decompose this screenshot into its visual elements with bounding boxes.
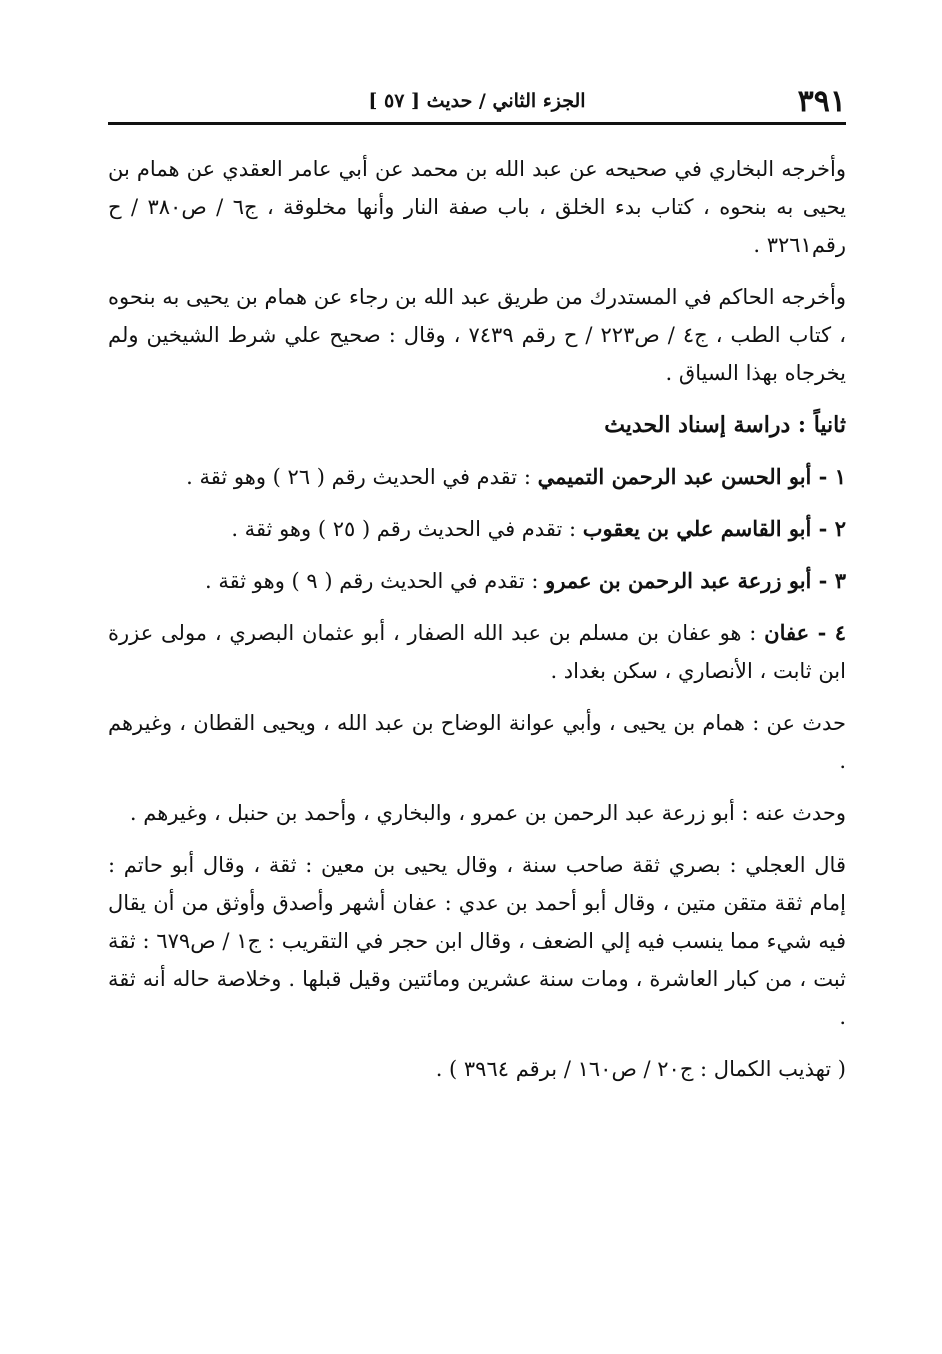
narrator-name: ٣ - أبو زرعة عبد الرحمن بن عمرو: [545, 568, 846, 593]
page-number: ٣٩١: [797, 84, 846, 119]
page-body: [108, 150, 846, 1102]
paragraph-reference: ( تهذيب الكمال : ج٢٠ / ص١٦٠ / برقم ٣٩٦٤ ) .: [435, 1057, 846, 1081]
narrator-name: ٤ - عفان: [764, 620, 847, 645]
paragraph-grading: قال العجلي : بصري ثقة صاحب سنة ، وقال يحيى بن معين : ثقة ، وقال أبو حاتم : إمام ثقة متقن متين ، وقال أبو أحمد بن عدي : عفان أشهر وأصدق وأوثق من أن يقال فيه شيء مما ينسب فيه إلي الضعف ، وقال ابن حجر في التقريب : ج١ / ص٦٧٩ : ثقة ثبت ، من كبار العاشرة ، ومات سنة عشرين ومائتين وقيل قبلها . وخلاصة حاله أنه ثقة .: [108, 853, 846, 1029]
paragraph-narrated-by: وحدث عنه : أبو زرعة عبد الرحمن بن عمرو ، والبخاري ، وأحمد بن حنبل ، وغيرهم .: [129, 801, 846, 825]
header-rule: [108, 122, 846, 125]
paragraph-hakim: وأخرجه الحاكم في المستدرك من طريق عبد الله بن رجاء عن همام بن يحيى به بنحوه ، كتاب الطب ، ج٤ / ص٢٢٣ / ح رقم ٧٤٣٩ ، وقال : صحيح علي شرط الشيخين ولم يخرجاه بهذا السياق .: [108, 285, 846, 385]
running-title: الجزء الثاني / حديث [ ٥٧ ]: [368, 90, 586, 112]
section-heading: ثانياً : دراسة إسناد الحديث: [604, 412, 846, 438]
narrator-text: : تقدم في الحديث رقم ( ٢٦ ) وهو ثقة .: [186, 465, 538, 489]
narrator-item: [108, 510, 846, 548]
narrator-item: [108, 458, 846, 496]
paragraph-bukhari: وأخرجه البخاري في صحيحه عن عبد الله بن محمد عن أبي عامر العقدي عن همام بن يحيى به بنحوه ، كتاب بدء الخلق ، باب صفة النار وأنها مخلوقة ، ج٦ / ص٣٨٠ / ح رقم٣٢٦١ .: [108, 157, 846, 257]
paragraph-narrated-from: حدث عن : همام بن يحيى ، وأبي عوانة الوضاح بن عبد الله ، ويحيى القطان ، وغيرهم .: [108, 711, 846, 773]
narrator-text: : هو عفان بن مسلم بن عبد الله الصفار ، أبو عثمان البصري ، مولى عزرة ابن ثابت ، الأنصاري ، سكن بغداد .: [108, 621, 846, 683]
narrator-text: : تقدم في الحديث رقم ( ٢٥ ) وهو ثقة .: [231, 517, 583, 541]
narrator-name: ٢ - أبو القاسم علي بن يعقوب: [582, 516, 846, 541]
narrator-item: [108, 614, 846, 690]
narrator-name: ١ - أبو الحسن عبد الرحمن التميمي: [537, 464, 846, 489]
narrator-text: : تقدم في الحديث رقم ( ٩ ) وهو ثقة .: [205, 569, 546, 593]
narrator-item: [108, 562, 846, 600]
page-header: [108, 82, 846, 124]
